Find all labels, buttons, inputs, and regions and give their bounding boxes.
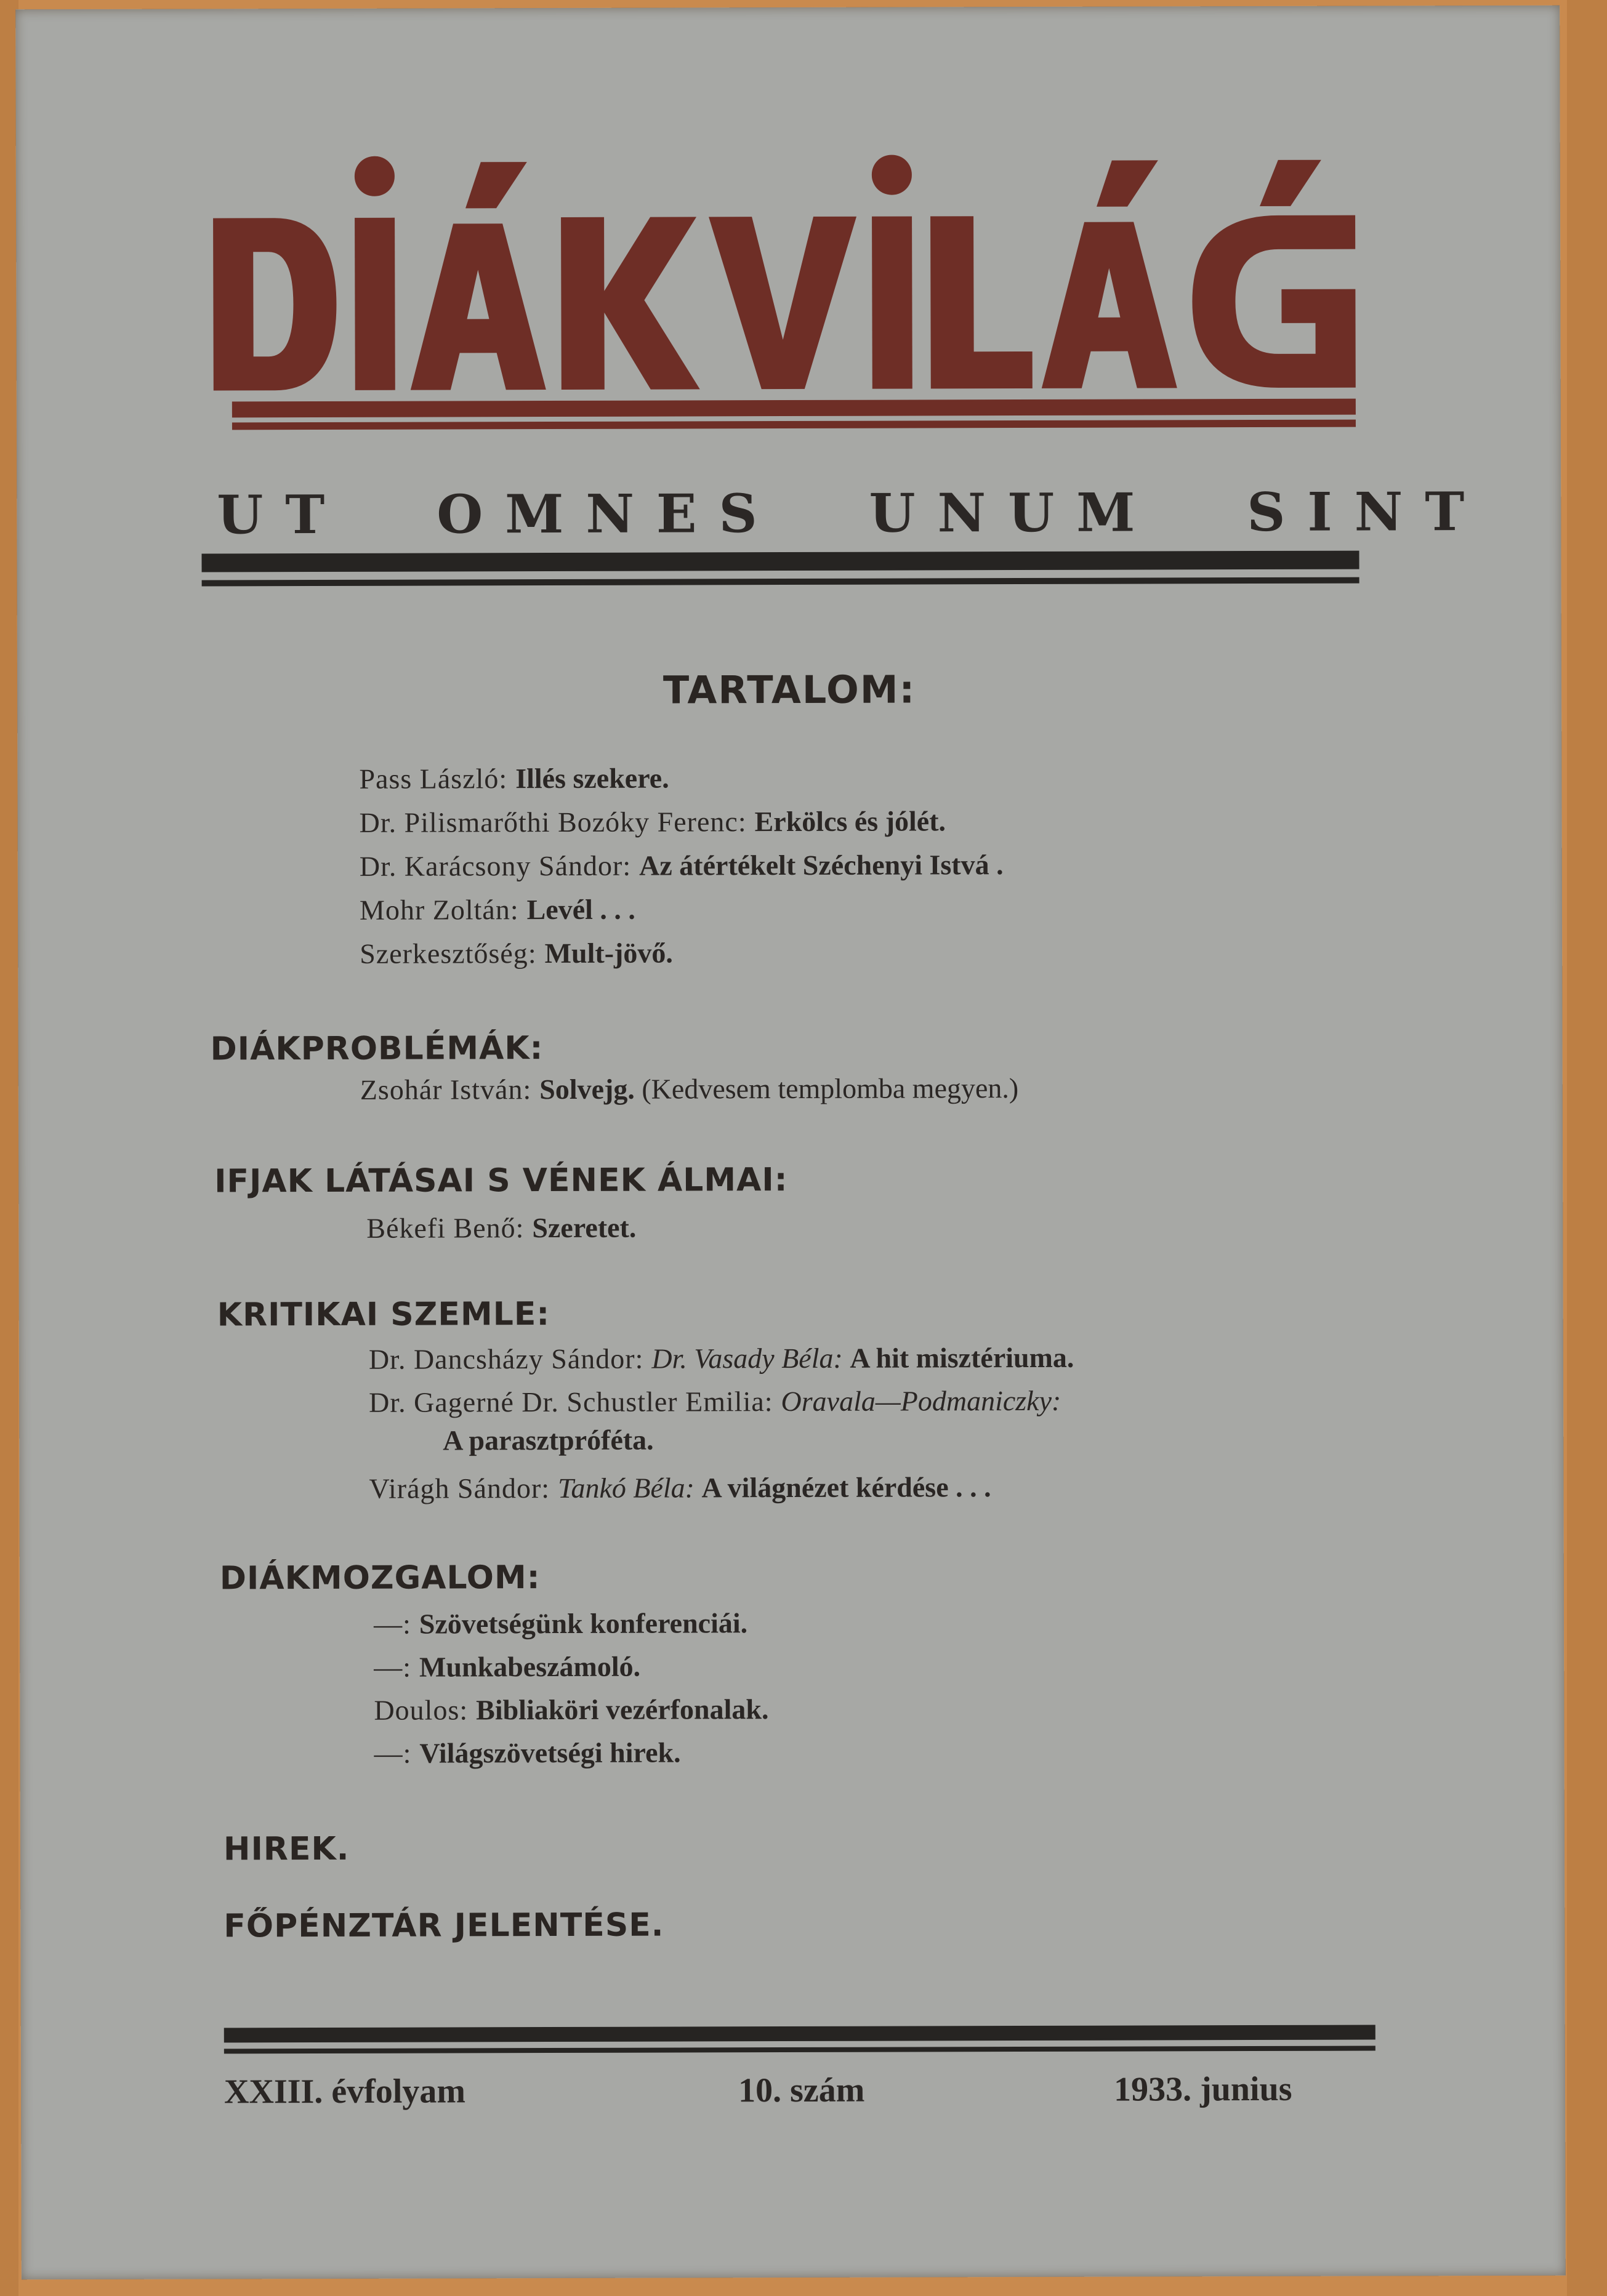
magazine-cover (15, 6, 1566, 2280)
masthead-letters (213, 154, 1356, 391)
entry-author: Dr. Dancsházy Sándor (368, 1343, 635, 1375)
section-title: KRITIKAI SZEMLE: (217, 1296, 550, 1334)
entry-separator: : (402, 1608, 411, 1640)
section-title: DIÁKMOZGALOM: (219, 1559, 541, 1597)
entry-separator: : (738, 806, 746, 838)
entry-reviewed-author: Tankó Béla: (557, 1472, 695, 1504)
toc-entry (366, 1211, 636, 1245)
footer-rule-thick (224, 2025, 1375, 2043)
masthead-logo (207, 148, 1365, 440)
entry-author: — (374, 1737, 403, 1769)
entry-author: Zsohár István (360, 1074, 523, 1106)
masthead-red-rule-top (232, 399, 1356, 418)
entry-separator: : (403, 1737, 411, 1769)
section-title: DIÁKPROBLÉMÁK: (210, 1030, 544, 1068)
footer-volume: XXIII. évfolyam (224, 2072, 466, 2111)
toc-entry (369, 1384, 1061, 1419)
entry-separator: : (528, 937, 536, 969)
entry-separator: : (510, 894, 518, 926)
entry-title: Levél . . . (526, 893, 635, 926)
entry-reviewed-author: Oravala—Podmaniczky: (781, 1384, 1061, 1418)
entry-reviewed-author: Dr. Vasady Béla: (651, 1342, 843, 1375)
toc-entry (374, 1650, 640, 1684)
toc-entry-continuation (443, 1424, 654, 1457)
entry-author: — (374, 1651, 403, 1683)
entry-title: A parasztpróféta. (443, 1424, 654, 1456)
entry-note: (Kedvesem templomba megyen.) (642, 1072, 1019, 1105)
entry-separator: : (403, 1651, 411, 1683)
entry-title: Bibliaköri vezérfonalak. (476, 1693, 769, 1726)
wood-background-left (0, 0, 18, 2296)
entry-title: Mult-jövő. (544, 937, 673, 969)
toc-entry (360, 848, 1004, 883)
entry-author: Szerkesztőség (360, 937, 528, 969)
entry-title: Munkabeszámoló. (419, 1650, 641, 1683)
toc-entry (359, 762, 669, 795)
entry-separator: : (622, 849, 631, 881)
masthead-logo-art (207, 148, 1365, 440)
entry-author: Virágh Sándor (369, 1472, 542, 1504)
entry-title: A világnézet kérdése . . . (701, 1471, 991, 1504)
section-title: FŐPÉNZTÁR JELENTÉSE. (224, 1906, 664, 1945)
entry-title: Az átértékelt Széchenyi Istvá . (639, 849, 1004, 881)
toc-entry (360, 805, 946, 838)
entry-author: Pass László (359, 763, 499, 795)
entry-separator: : (541, 1472, 550, 1504)
wood-background-right (1567, 0, 1607, 2296)
entry-separator: : (635, 1343, 643, 1375)
entry-title: Világszövetségi hirek. (419, 1736, 681, 1769)
entry-title: A hit misztériuma. (850, 1341, 1074, 1374)
entry-author: Dr. Karácsony Sándor (359, 849, 623, 882)
entry-author: Mohr Zoltán (359, 894, 510, 926)
entry-title: Szövetségünk konferenciái. (419, 1607, 748, 1640)
entry-author: Békefi Benő (366, 1212, 516, 1244)
footer-date: 1933. junius (1113, 2069, 1292, 2109)
toc-heading: TARTALOM: (663, 667, 916, 713)
entry-separator: : (499, 763, 507, 795)
entry-author: — (373, 1608, 403, 1640)
toc-entry (360, 936, 673, 969)
toc-entry (369, 1341, 1074, 1376)
toc-entry (360, 1072, 1019, 1106)
footer-issue: 10. szám (738, 2071, 865, 2110)
entry-author: Dr. Gagerné Dr. Schustler Emilia (369, 1386, 765, 1418)
entry-title: Illés szekere. (515, 762, 669, 795)
toc-entry (374, 1607, 747, 1640)
toc-entry (374, 1693, 768, 1727)
section-title: HIREK. (223, 1830, 350, 1868)
masthead-dark-rule-thick (201, 551, 1359, 572)
footer-rule-thin (224, 2046, 1375, 2054)
entry-title: Solvejg. (539, 1073, 635, 1106)
masthead-red-rule-bottom (232, 420, 1356, 430)
toc-entry (360, 893, 635, 926)
entry-separator: : (459, 1694, 468, 1726)
entry-separator: : (515, 1212, 524, 1244)
toc-entry (374, 1736, 681, 1769)
entry-author: Dr. Pilismarőthi Bozóky Ferenc (359, 806, 738, 838)
motto: UT OMNES UNUM SINT (217, 481, 1487, 547)
toc-entry (369, 1471, 991, 1505)
entry-author: Doulos (374, 1694, 460, 1726)
entry-separator: : (523, 1074, 531, 1106)
entry-title: Erkölcs és jólét. (754, 805, 946, 838)
section-title: IFJAK LÁTÁSAI S VÉNEK ÁLMAI: (214, 1162, 788, 1200)
entry-title: Szeretet. (532, 1211, 637, 1244)
masthead-dark-rule-thin (202, 577, 1359, 587)
entry-separator: : (764, 1386, 773, 1418)
